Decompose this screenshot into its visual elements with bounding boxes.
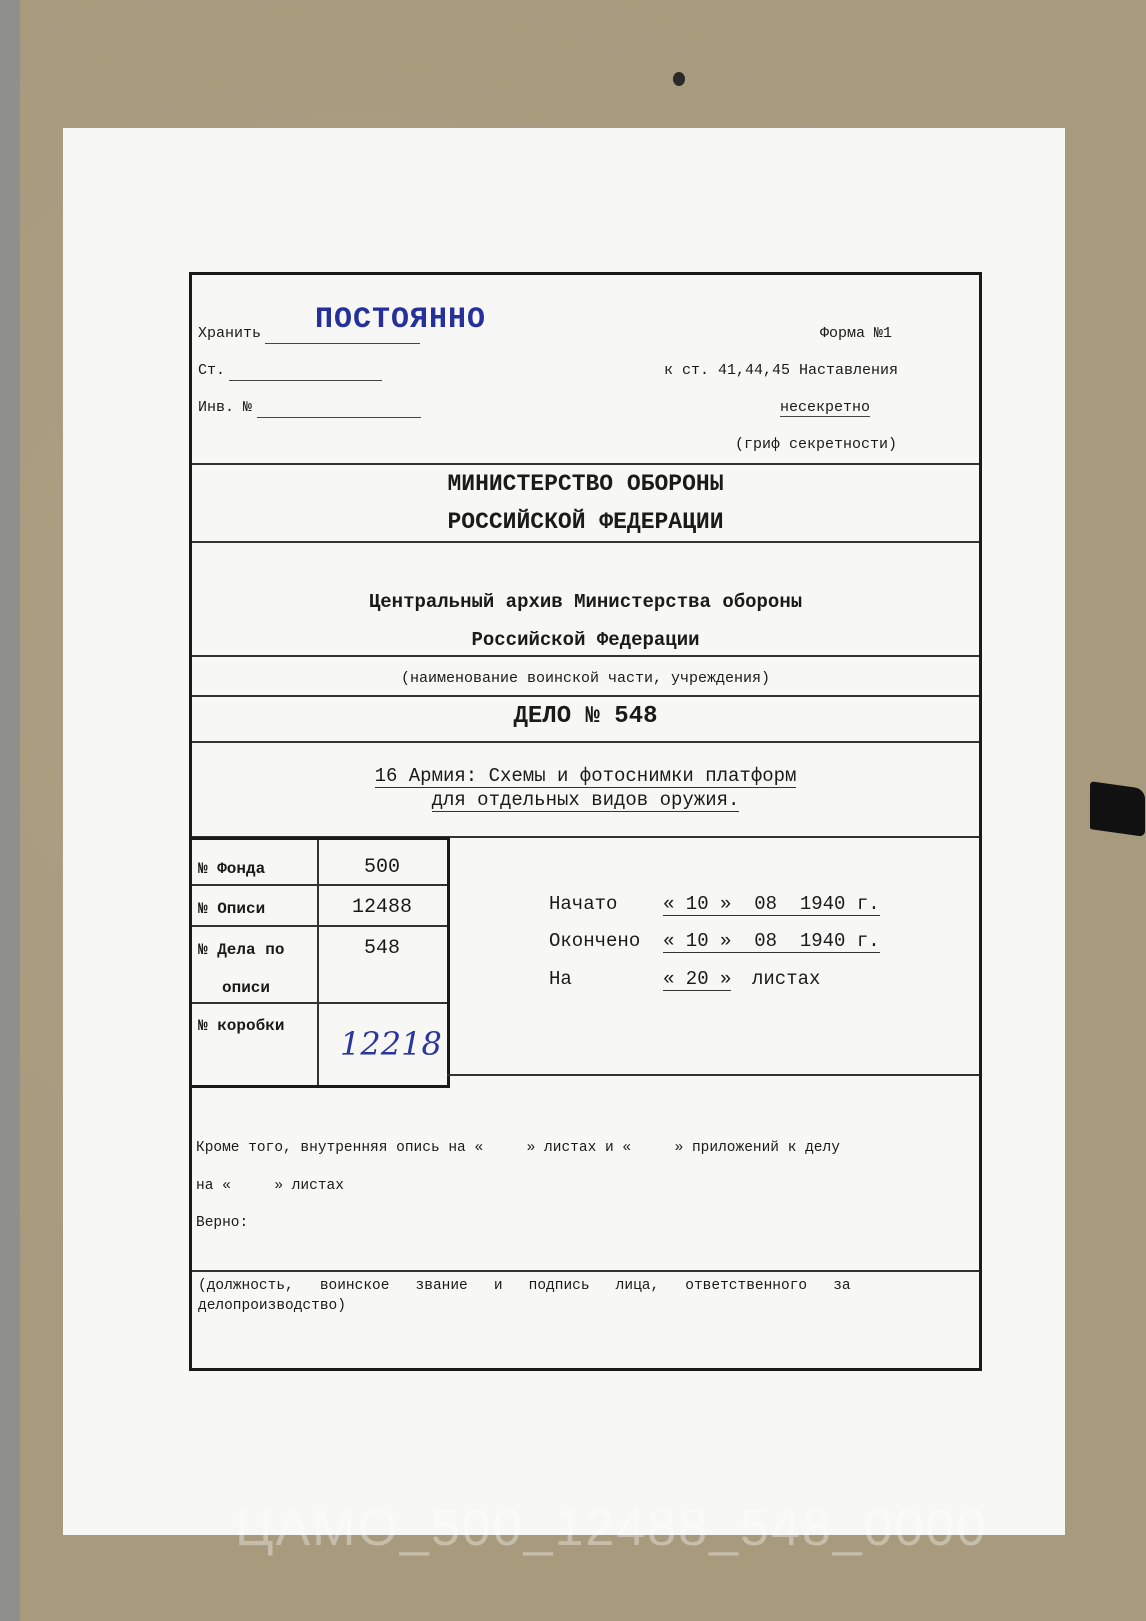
form-frame bbox=[189, 272, 982, 1371]
permanent-stamp: ПОСТОЯННО bbox=[315, 303, 487, 337]
signature-line bbox=[192, 1270, 979, 1272]
ended-label: Окончено bbox=[549, 930, 641, 952]
keep-underline bbox=[265, 343, 420, 344]
sheets-label: На bbox=[549, 968, 572, 990]
articles-ref: к ст. 41,44,45 Наставления bbox=[664, 362, 899, 379]
opis-label: № Описи bbox=[198, 900, 266, 918]
started-label: Начато bbox=[549, 893, 618, 915]
divider-4 bbox=[192, 695, 979, 697]
divider-7 bbox=[447, 1074, 979, 1076]
binder-hole bbox=[673, 72, 685, 86]
ministry-line-1: МИНИСТЕРСТВО ОБОРОНЫ bbox=[447, 471, 724, 497]
verified-label: Верно: bbox=[196, 1215, 249, 1231]
box-value-handwritten: 12218 bbox=[340, 1025, 442, 1063]
delo-value: 548 bbox=[363, 937, 400, 960]
case-description-1: 16 Армия: Схемы и фотоснимки платформ bbox=[374, 765, 797, 787]
delo-label-2: описи bbox=[222, 979, 271, 997]
ministry-line-2: РОССИЙСКОЙ ФЕДЕРАЦИИ bbox=[447, 509, 724, 535]
responsible-caption-2: делопроизводство) bbox=[198, 1298, 346, 1314]
fond-value: 500 bbox=[363, 856, 400, 879]
archive-watermark: ЦАМО_500_12488_548_0000 bbox=[235, 1499, 988, 1557]
box-label: № коробки bbox=[198, 1017, 285, 1035]
archive-caption: (наименование воинской части, учреждения) bbox=[400, 670, 771, 687]
fond-label: № Фонда bbox=[198, 860, 266, 878]
table-row-line bbox=[192, 925, 447, 927]
archive-line-1: Центральный архив Министерства обороны bbox=[368, 591, 803, 613]
divider-5 bbox=[192, 741, 979, 743]
divider-3 bbox=[192, 655, 979, 657]
sheets-note: на « » листах bbox=[196, 1178, 344, 1194]
st-label: Ст. bbox=[198, 362, 226, 379]
sheets-value: « 20 » bbox=[663, 968, 732, 990]
archive-ids-table bbox=[192, 837, 450, 1088]
st-underline bbox=[229, 380, 382, 381]
inv-label: Инв. № bbox=[198, 399, 253, 416]
inventory-note: Кроме того, внутренняя опись на « » листах и « » приложений к делу bbox=[196, 1140, 840, 1156]
form-number: Форма №1 bbox=[820, 325, 893, 342]
ended-value: « 10 » 08 1940 г. bbox=[663, 930, 880, 952]
divider-2 bbox=[192, 541, 979, 543]
divider-1 bbox=[192, 463, 979, 465]
responsible-caption: (должность, воинское звание и подпись лица, ответственного за bbox=[198, 1278, 851, 1294]
table-row-line bbox=[192, 1002, 447, 1004]
sheets-suffix: листах bbox=[752, 968, 821, 990]
delo-label-1: № Дела по bbox=[198, 941, 285, 959]
started-value: « 10 » 08 1940 г. bbox=[663, 893, 880, 915]
opis-value: 12488 bbox=[351, 896, 412, 919]
case-title: ДЕЛО № 548 bbox=[513, 703, 658, 730]
keep-label: Хранить bbox=[198, 325, 262, 342]
binding-ribbon bbox=[1090, 781, 1145, 837]
secrecy-caption: (гриф секретности) bbox=[735, 436, 898, 453]
secrecy-value: несекретно bbox=[780, 399, 871, 416]
archive-line-2: Российской Федерации bbox=[471, 629, 700, 651]
table-row-line bbox=[192, 884, 447, 886]
scan-edge-strip bbox=[0, 0, 20, 1621]
case-description-2: для отдельных видов оружия. bbox=[431, 789, 740, 811]
inv-underline bbox=[257, 417, 421, 418]
